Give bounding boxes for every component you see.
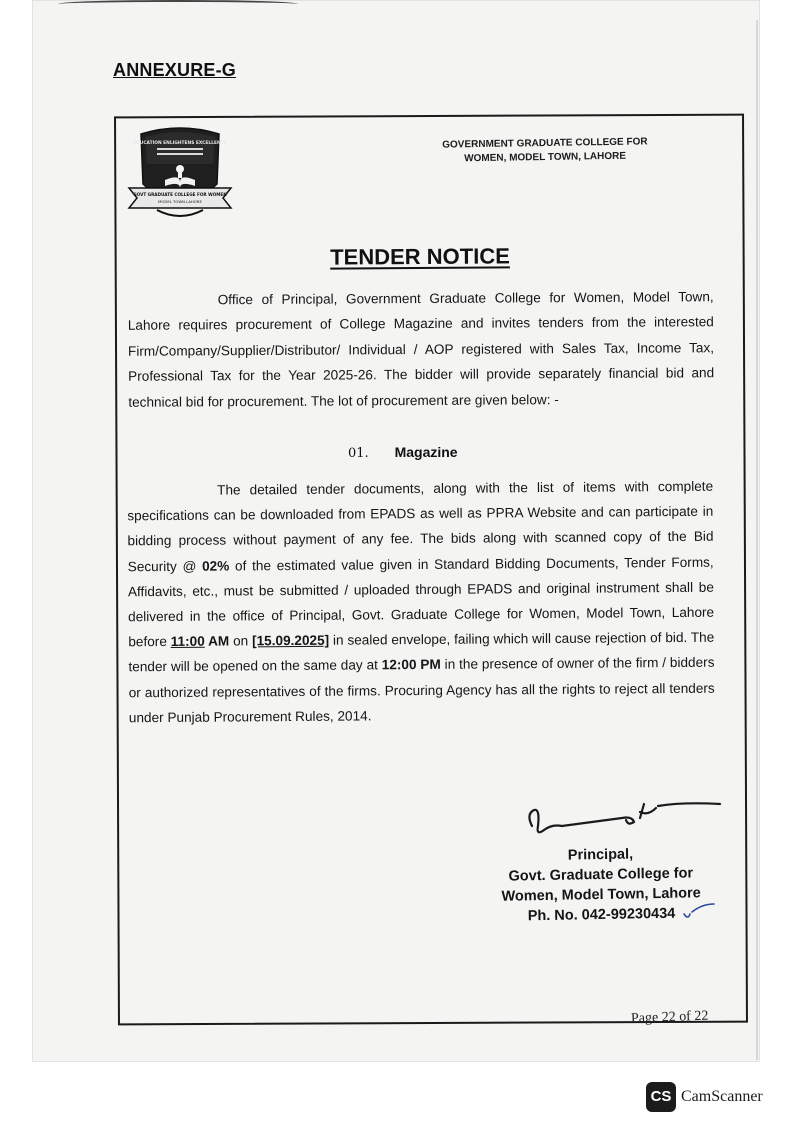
- annexure-label: ANNEXURE-G: [113, 60, 237, 80]
- details-text: in the presence of owner of the firm / bidders or authorized representatives of the firms. Procuring Agency has all the rights to reject all tenders under Punjab Procurement Rules, 2014.: [128, 655, 715, 726]
- details-text: on: [229, 633, 253, 649]
- camscanner-logo-icon: CS: [646, 1082, 676, 1112]
- opening-time: 12:00 PM: [381, 657, 441, 673]
- procurement-lot: [348, 444, 458, 461]
- college-header-line: WOMEN, MODEL TOWN, LAHORE: [464, 150, 627, 165]
- intro-text: Office of Principal, Government Graduate College for Women, Model Town, Lahore requires procurement of College Magazine and invites tenders from the interested Firm/Company/Supplier/Distributor/ Individual / AOP registered with Sales Tax, Income Tax, Professional Tax for the Year 2025-26. The bidder will provide separately financial bid and technical bid for procurement. The lot of procurement are given below: -: [127, 289, 715, 410]
- page-curl-line: [58, 0, 298, 8]
- paragraph-indent: [127, 495, 217, 496]
- college-header: [420, 135, 670, 167]
- crest-ribbon-text: GOVT GRADUATE COLLEGE FOR WOMEN: [133, 192, 227, 197]
- details-text: in sealed envelope, failing which will cause rejection of bid. The tender will be opened on the same day at: [128, 629, 715, 675]
- paragraph-indent: [128, 304, 218, 305]
- page-edge-shadow: [756, 20, 758, 1060]
- details-paragraph: [127, 474, 715, 731]
- lot-number: 01.: [348, 446, 369, 461]
- principal-signature: [522, 796, 722, 846]
- intro-paragraph: [128, 284, 715, 415]
- college-header-line: GOVERNMENT GRADUATE COLLEGE FOR: [442, 136, 648, 151]
- initial-tick-icon: [682, 900, 716, 924]
- details-text: The detailed tender documents, along with the list of items with complete specifications can be downloaded from EPADS as well as PPRA Website and can participate in bidding process without payment of any fee. The bids along with scanned copy of the Bid Security @: [127, 478, 714, 574]
- signoff-phone: Ph. No. 042-99230434: [527, 905, 676, 925]
- page-number: Page 22 of 22: [630, 1008, 709, 1027]
- deadline-time: 11:00: [170, 633, 205, 650]
- notice-title: TENDER NOTICE: [330, 243, 510, 270]
- crest-motto: EDUCATION ENLIGHTENS EXCELLENCE: [133, 141, 227, 146]
- college-crest-icon: [127, 124, 233, 220]
- deadline-date: [15.09.2025]: [251, 632, 330, 649]
- crest-ribbon-text-2: MODEL TOWN LAHORE: [158, 199, 202, 204]
- camscanner-watermark: CamScanner: [681, 1088, 763, 1105]
- signoff-college: Govt. Graduate College for: [508, 865, 694, 885]
- details-text: of the estimated value given in Standard Bidding Documents, Tender Forms, Affidavits, etc., must be submitted / uploaded through EPADS and original instrument shall be delivered in the office of Principal, Govt. Graduate College for Women, Model Town, Lahore before: [127, 554, 715, 650]
- deadline-am: AM: [204, 633, 230, 649]
- signoff-title: Principal,: [567, 846, 634, 864]
- lot-name: Magazine: [394, 444, 458, 460]
- signoff-address: Women, Model Town, Lahore: [501, 885, 701, 905]
- bid-security-percent: 02%: [202, 558, 230, 574]
